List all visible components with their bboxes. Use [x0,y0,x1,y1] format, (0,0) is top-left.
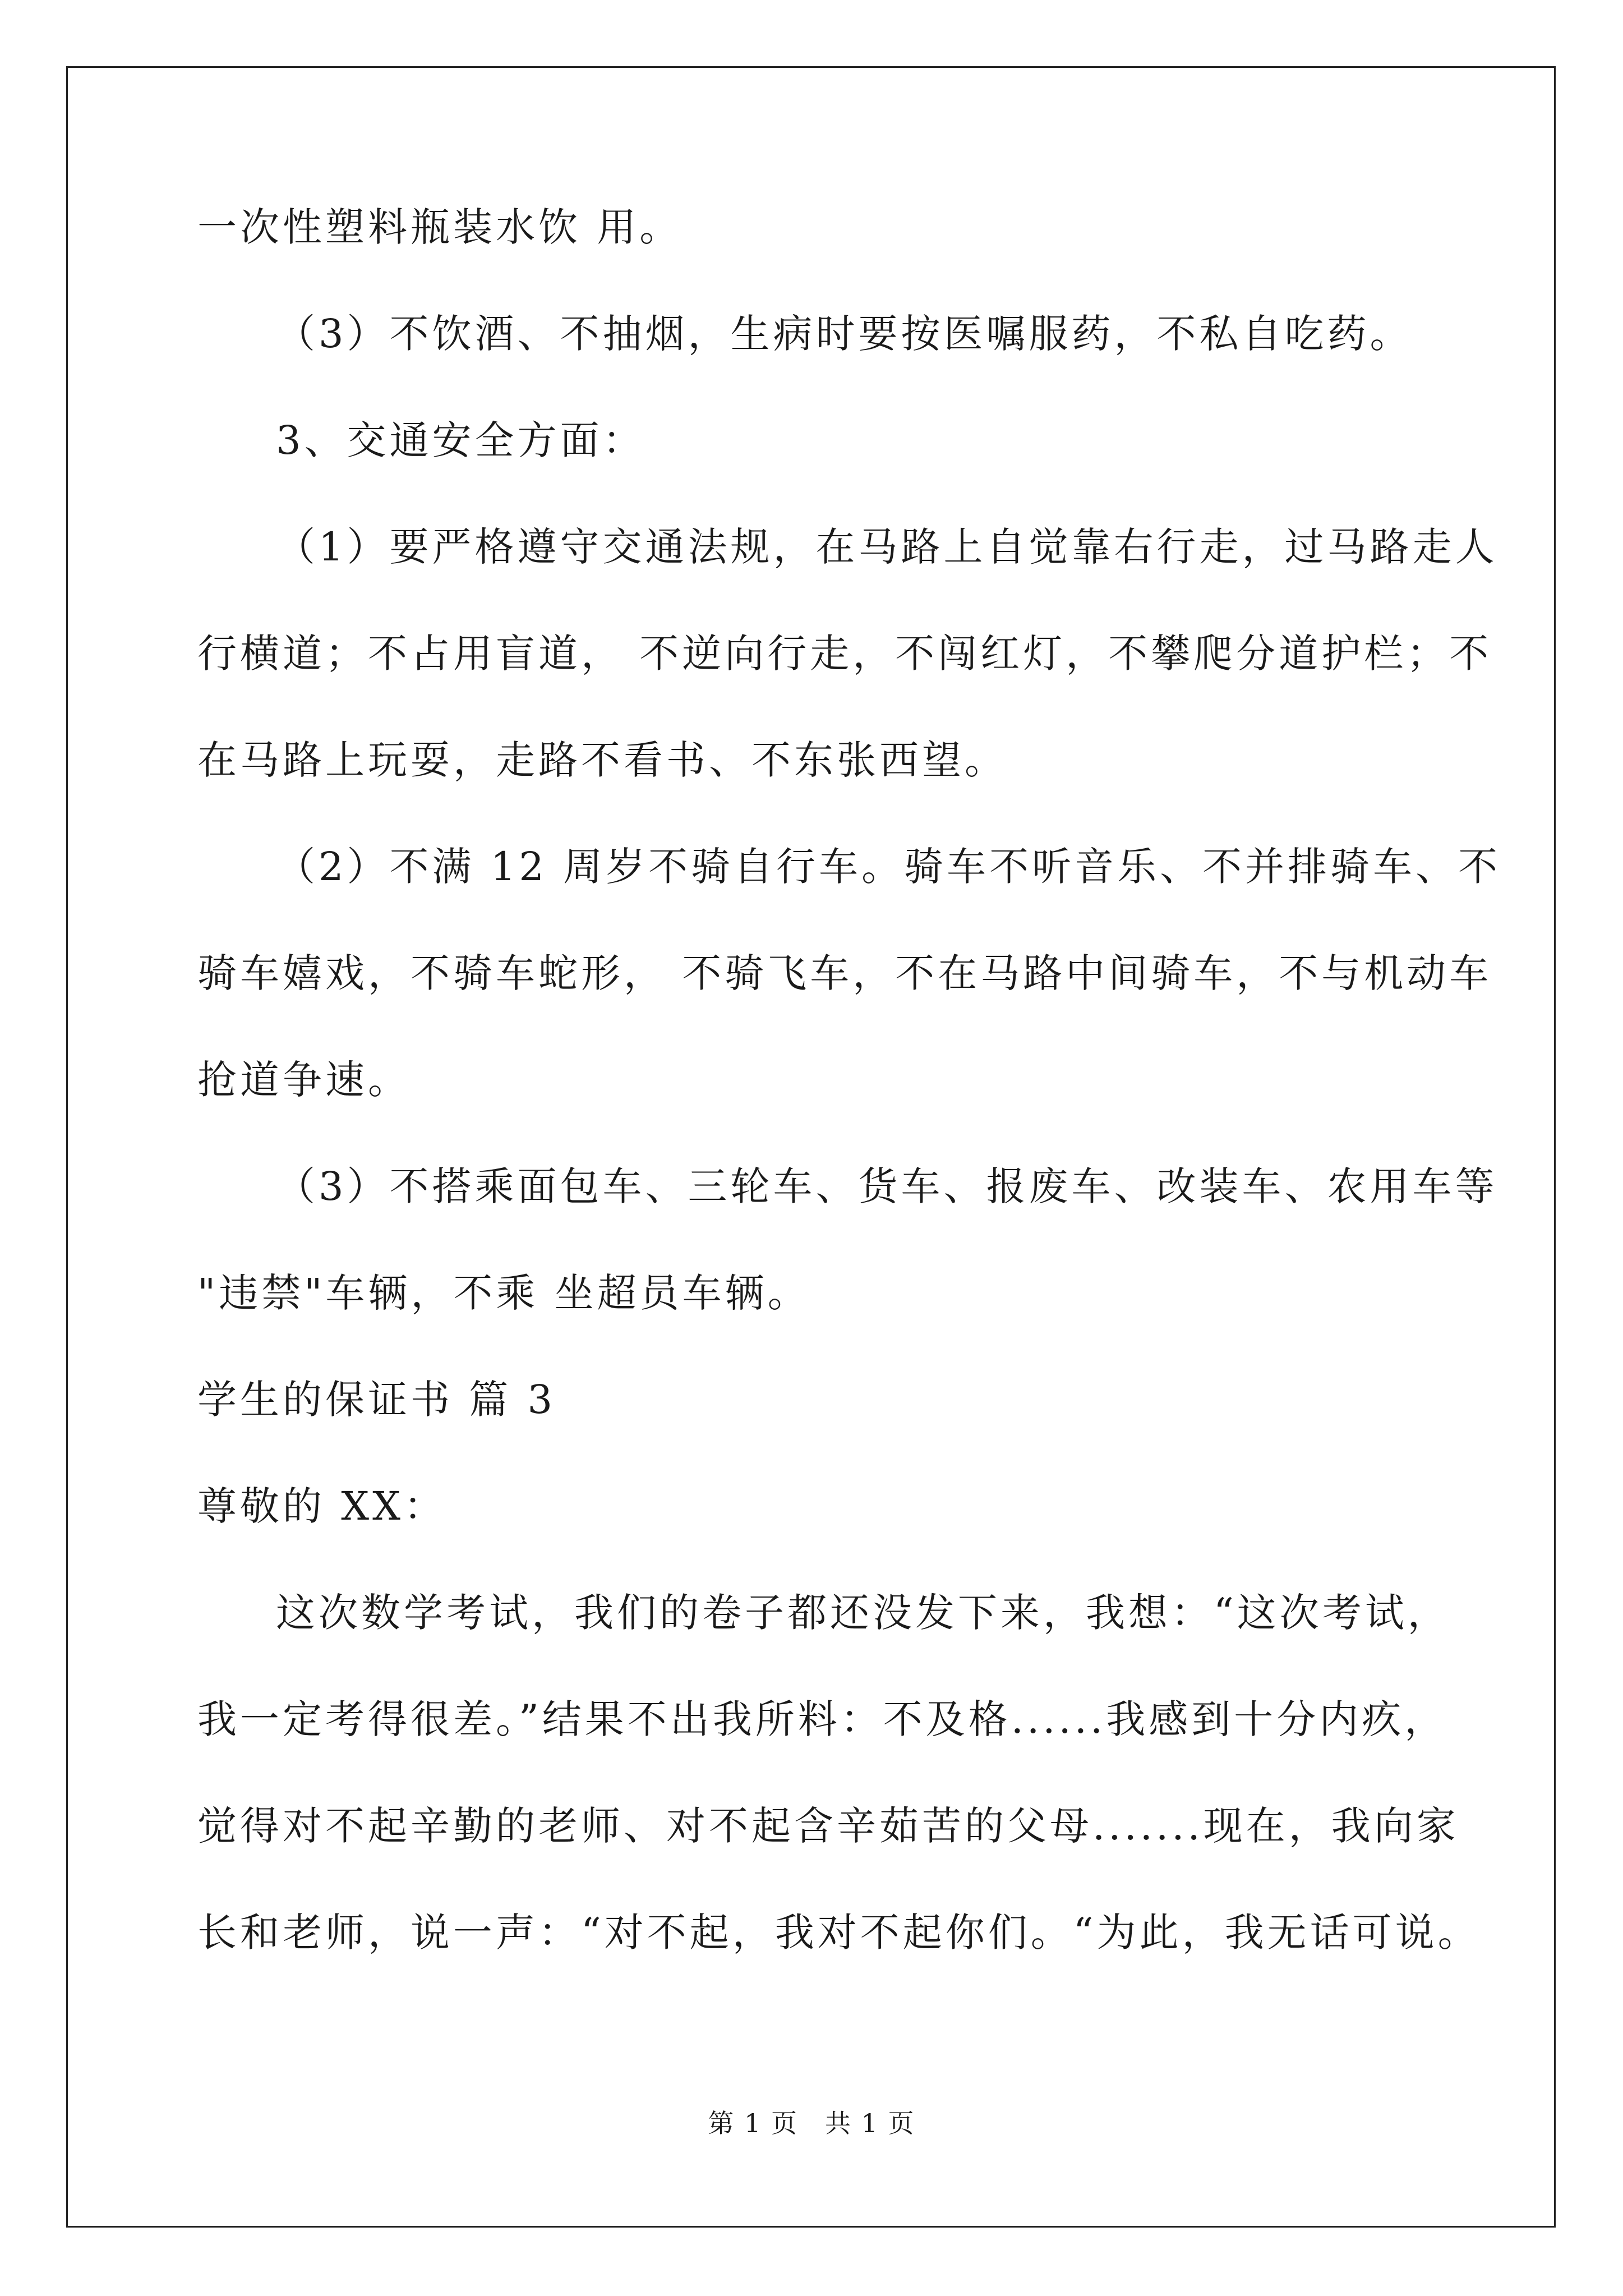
text-line: 一次性塑料瓶装水饮 用。 [197,204,683,250]
document-heading: 学生的保证书 篇 3 [197,1377,556,1423]
text-line: （2）不满 12 周岁不骑自行车。骑车不听音乐、不并排骑车、不 [276,844,1501,890]
text-line: （1）要严格遵守交通法规，在马路上自觉靠右行走，过马路走人 [276,524,1498,570]
text-line: （3）不饮酒、不抽烟，生病时要按医嘱服药，不私自吃药。 [276,311,1413,357]
text-line: 长和老师，说一声：“对不起，我对不起你们。“为此，我无话可说。 [197,1910,1481,1955]
text-line: 觉得对不起辛勤的老师、对不起含辛茹苦的父母.......现在，我向家 [197,1803,1459,1849]
salutation: 尊敬的 XX： [197,1483,446,1529]
text-line: 我一定考得很差。”结果不出我所料：不及格......我感到十分内疚， [197,1696,1447,1742]
text-line: 这次数学考试，我们的卷子都还没发下来，我想：“这次考试， [276,1590,1450,1636]
text-line: 行横道；不占用盲道， 不逆向行走，不闯红灯，不攀爬分道护栏；不 [197,631,1492,677]
text-line: （3）不搭乘面包车、三轮车、货车、报废车、改装车、农用车等 [276,1163,1498,1209]
text-line: 在马路上玩耍，走路不看书、不东张西望。 [197,737,1007,783]
document-body [197,204,1501,2019]
page-number-footer: 第 1 页 共 1 页 [708,2108,915,2138]
text-line: "违禁"车辆，不乘 坐超员车辆。 [197,1270,810,1316]
section-heading: 3、交通安全方面： [276,417,645,463]
text-line: 骑车嬉戏，不骑车蛇形， 不骑飞车，不在马路中间骑车，不与机动车 [197,950,1492,996]
text-line: 抢道争速。 [197,1057,411,1103]
